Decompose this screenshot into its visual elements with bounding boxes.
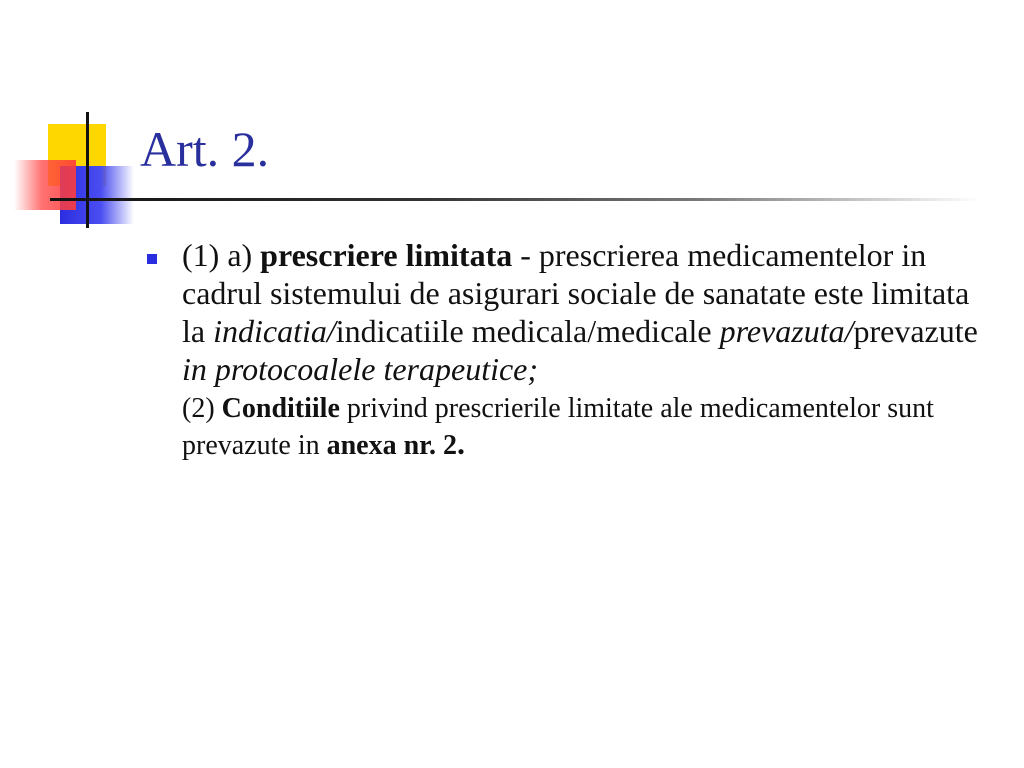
paragraph-2 (182, 392, 985, 463)
para1-text3: prevazute (853, 313, 978, 349)
para2-term2: anexa nr. 2 (326, 430, 458, 461)
para1-prefix: (1) a) (182, 237, 261, 273)
slide-title: Art. 2. (140, 121, 270, 177)
para2-prefix: (2) (182, 393, 222, 424)
para1-italic1: indicatia/ (213, 313, 336, 349)
vertical-rule-decoration (86, 112, 89, 228)
square-bullet-icon (147, 254, 157, 264)
para2-suffix: . (457, 425, 466, 461)
red-square-decoration (14, 160, 76, 210)
slide-body (145, 236, 985, 463)
para1-text2: indicatiile medicala/medicale (335, 313, 720, 349)
para1-italic3: in protocoalele terapeutice; (182, 351, 539, 387)
title-underline-rule (50, 198, 980, 201)
para1-text1: - prescrierea medicamentelor in cadrul sistemului de asigurari sociale de sanatate este limitata la (182, 237, 970, 349)
bullet-text (182, 236, 985, 463)
para2-term: Conditiile (221, 393, 340, 424)
para2-text1: privind prescrierile limitate ale medicamentelor sunt prevazute in (182, 393, 934, 461)
para1-italic2: prevazuta/ (719, 313, 854, 349)
para1-term: prescriere limitata (260, 237, 513, 273)
